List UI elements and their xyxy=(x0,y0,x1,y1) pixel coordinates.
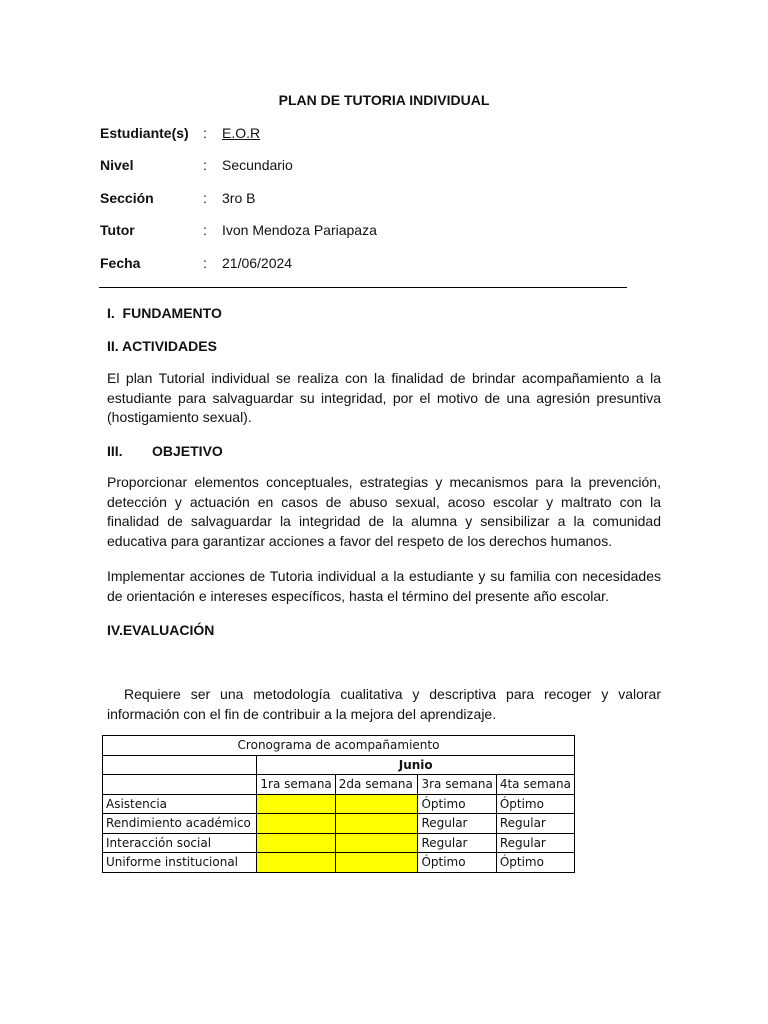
week-4-value: Óptimo xyxy=(496,794,574,814)
objetivo-paragraph-2: Implementar acciones de Tutoria individual a la estudiante y su familia con necesidades de orientación e intereses específicos, hasta el término del presente año escolar. xyxy=(107,568,661,604)
highlight-cell xyxy=(257,853,335,873)
table-cell-empty xyxy=(103,775,257,795)
highlight-cell xyxy=(257,833,335,853)
week-4-value: Óptimo xyxy=(496,853,574,873)
week-header-2: 2da semana xyxy=(335,775,418,795)
table-row xyxy=(103,814,575,834)
week-header-4: 4ta semana xyxy=(496,775,574,795)
heading-objetivo: OBJETIVO xyxy=(152,443,223,459)
heading-evaluacion: IV.EVALUACIÓN xyxy=(107,622,215,638)
week-4-value: Regular xyxy=(496,833,574,853)
highlight-cell xyxy=(335,833,418,853)
divider xyxy=(99,287,627,288)
week-3-value: Regular xyxy=(418,814,496,834)
colon: : xyxy=(203,157,207,173)
colon: : xyxy=(203,255,207,271)
value-estudiantes: E.O.R xyxy=(222,125,261,141)
week-header-1: 1ra semana xyxy=(257,775,335,795)
highlight-cell xyxy=(257,814,335,834)
table-row xyxy=(103,833,575,853)
row-label: Asistencia xyxy=(103,794,257,814)
heading-objetivo-number: III. xyxy=(107,443,123,459)
week-header-3: 3ra semana xyxy=(418,775,496,795)
value-fecha: 21/06/2024 xyxy=(222,255,293,271)
row-label: Interacción social xyxy=(103,833,257,853)
table-cell-empty xyxy=(103,755,257,775)
week-3-value: Óptimo xyxy=(418,853,496,873)
label-estudiantes: Estudiante(s) xyxy=(100,125,189,141)
table-caption: Cronograma de acompañamiento xyxy=(103,736,575,756)
heading-actividades: II. ACTIVIDADES xyxy=(107,338,217,354)
value-nivel: Secundario xyxy=(222,157,293,173)
table-month: Junio xyxy=(257,755,575,775)
week-4-value: Regular xyxy=(496,814,574,834)
cronograma-table xyxy=(102,735,575,873)
value-seccion: 3ro B xyxy=(222,190,256,206)
highlight-cell xyxy=(257,794,335,814)
highlight-cell xyxy=(335,814,418,834)
table-row xyxy=(103,853,575,873)
page-title: PLAN DE TUTORIA INDIVIDUAL xyxy=(278,92,490,108)
colon: : xyxy=(203,125,207,141)
heading-fundamento: I. FUNDAMENTO xyxy=(107,305,222,321)
table-row xyxy=(103,794,575,814)
value-tutor: Ivon Mendoza Pariapaza xyxy=(222,222,377,238)
actividades-paragraph: El plan Tutorial individual se realiza con la finalidad de brindar acompañamiento a la estudiante para salvaguardar su integridad, por el motivo de una agresión presuntiva (hostigamiento sexual). xyxy=(107,370,661,425)
highlight-cell xyxy=(335,794,418,814)
week-3-value: Regular xyxy=(418,833,496,853)
label-seccion: Sección xyxy=(100,190,154,206)
week-3-value: Óptimo xyxy=(418,794,496,814)
objetivo-paragraph-1: Proporcionar elementos conceptuales, estrategias y mecanismos para la prevención, detección y actuación en casos de abuso sexual, acoso escolar y maltrato con la finalidad de salvaguardar la integridad de la alumna y sensibilizar a la comunidad educativa para garantizar acciones a favor del respeto de los derechos humanos. xyxy=(107,474,661,549)
label-nivel: Nivel xyxy=(100,157,134,173)
label-fecha: Fecha xyxy=(100,255,141,271)
row-label: Uniforme institucional xyxy=(103,853,257,873)
colon: : xyxy=(203,190,207,206)
colon: : xyxy=(203,222,207,238)
evaluacion-paragraph: Requiere ser una metodología cualitativa y descriptiva para recoger y valorar información con el fin de contribuir a la mejora del aprendizaje. xyxy=(107,686,661,722)
row-label: Rendimiento académico xyxy=(103,814,257,834)
highlight-cell xyxy=(335,853,418,873)
label-tutor: Tutor xyxy=(100,222,135,238)
